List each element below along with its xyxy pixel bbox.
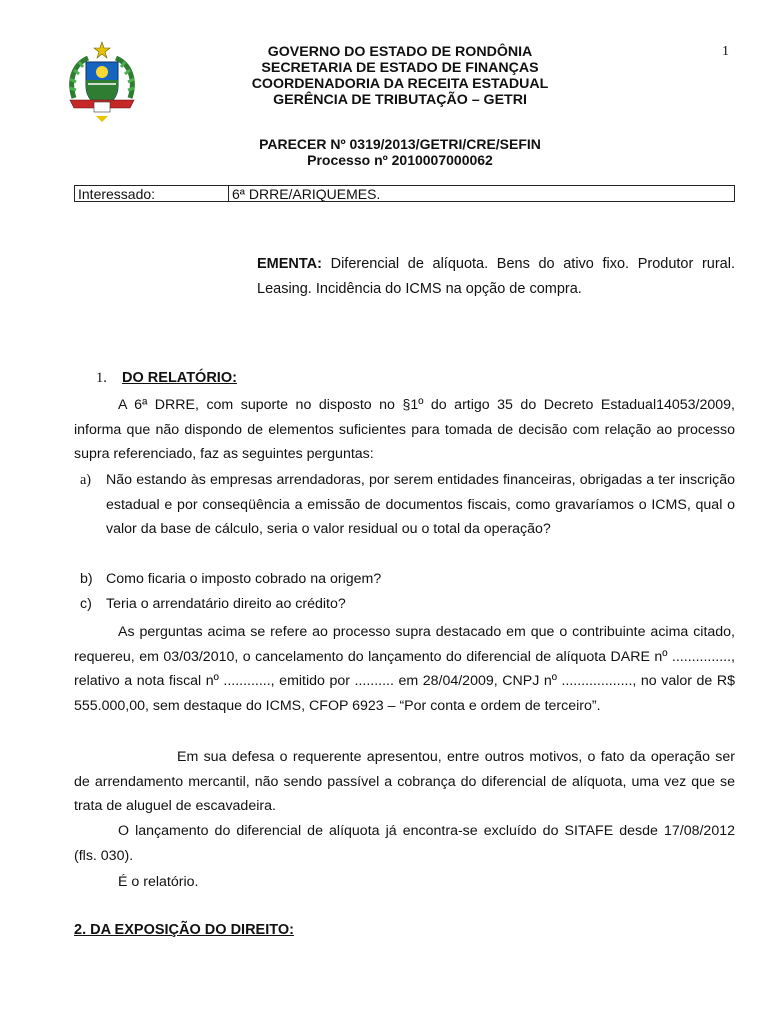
header-line-coordination: COORDENADORIA DA RECEITA ESTADUAL <box>251 76 549 92</box>
process-number: Processo nº 2010007000062 <box>307 151 493 168</box>
section1-paragraph-4: O lançamento do diferencial de alíquota já encontra-se excluído do SITAFE desde 17/08/2012 (fls. 030). <box>74 823 735 864</box>
section1-closing: É o relatório. <box>118 874 199 890</box>
section1-heading <box>96 370 237 387</box>
question-text: Teria o arrendatário direito ao crédito? <box>106 596 346 612</box>
question-text: Não estando às empresas arrendadoras, por serem entidades financeiras, obrigadas a ter inscrição estadual e por conseqüência a emissão de documentos fiscais, como gravaríamos o ICMS, qual o valor da base de cálculo, seria o valor residual ou o total da operação? <box>106 472 735 537</box>
interessado-value: 6ª DRRE/ARIQUEMES. <box>232 186 381 202</box>
parecer-block <box>200 137 600 168</box>
interessado-label: Interessado: <box>75 186 229 201</box>
question-item <box>74 468 735 542</box>
interessado-table <box>74 185 735 202</box>
question-marker: a) <box>80 472 92 488</box>
ementa-text: Diferencial de alíquota. Bens do ativo fixo. Produtor rural. Leasing. Incidência do ICMS na opção de compra. <box>257 256 735 297</box>
parecer-number: PARECER Nº 0319/2013/GETRI/CRE/SEFIN <box>259 136 541 152</box>
document-header <box>220 44 580 108</box>
section1-paragraph-3: Em sua defesa o requerente apresentou, entre outros motivos, o fato da operação ser de arrendamento mercantil, não sendo passível a cobrança do diferencial de alíquota, uma vez que se trata de aluguel de escavadeira. <box>74 749 735 814</box>
question-item <box>74 592 735 617</box>
question-marker: c) <box>80 596 92 612</box>
section1-number: 1. <box>96 370 107 386</box>
question-item <box>74 567 735 592</box>
section1-intro: A 6ª DRRE, com suporte no disposto no §1º do artigo 35 do Decreto Estadual14053/2009, informa que não dispondo de elementos suficientes para tomada de decisão com relação ao processo supra referenciado, faz as seguintes perguntas: <box>74 397 735 462</box>
ementa-label: EMENTA: <box>257 256 322 272</box>
section1-paragraph-2: As perguntas acima se refere ao processo supra destacado em que o contribuinte acima citado, requereu, em 03/03/2010, o cancelamento do lançamento do diferencial de alíquota DARE nº ..............., relativo a nota fiscal nº ............, emitido por .......... em 28/04/2009, CNPJ nº .................., no valor de R$ 555.000,00, sem destaque do ICMS, CFOP 6923 – “Por conta e ordem de terceiro”. <box>74 624 735 714</box>
state-coat-of-arms-icon <box>64 40 140 124</box>
ementa-block <box>257 252 735 302</box>
section2-title: 2. DA EXPOSIÇÃO DO DIREITO: <box>74 922 294 938</box>
page-number: 1 <box>722 44 729 59</box>
header-line-government: GOVERNO DO ESTADO DE RONDÔNIA <box>267 44 533 60</box>
question-text: Como ficaria o imposto cobrado na origem? <box>106 571 382 587</box>
question-marker: b) <box>80 571 93 587</box>
header-line-management: GERÊNCIA DE TRIBUTAÇÃO – GETRI <box>273 92 527 108</box>
section1-title: DO RELATÓRIO: <box>122 370 237 386</box>
header-line-secretariat: SECRETARIA DE ESTADO DE FINANÇAS <box>261 60 539 76</box>
